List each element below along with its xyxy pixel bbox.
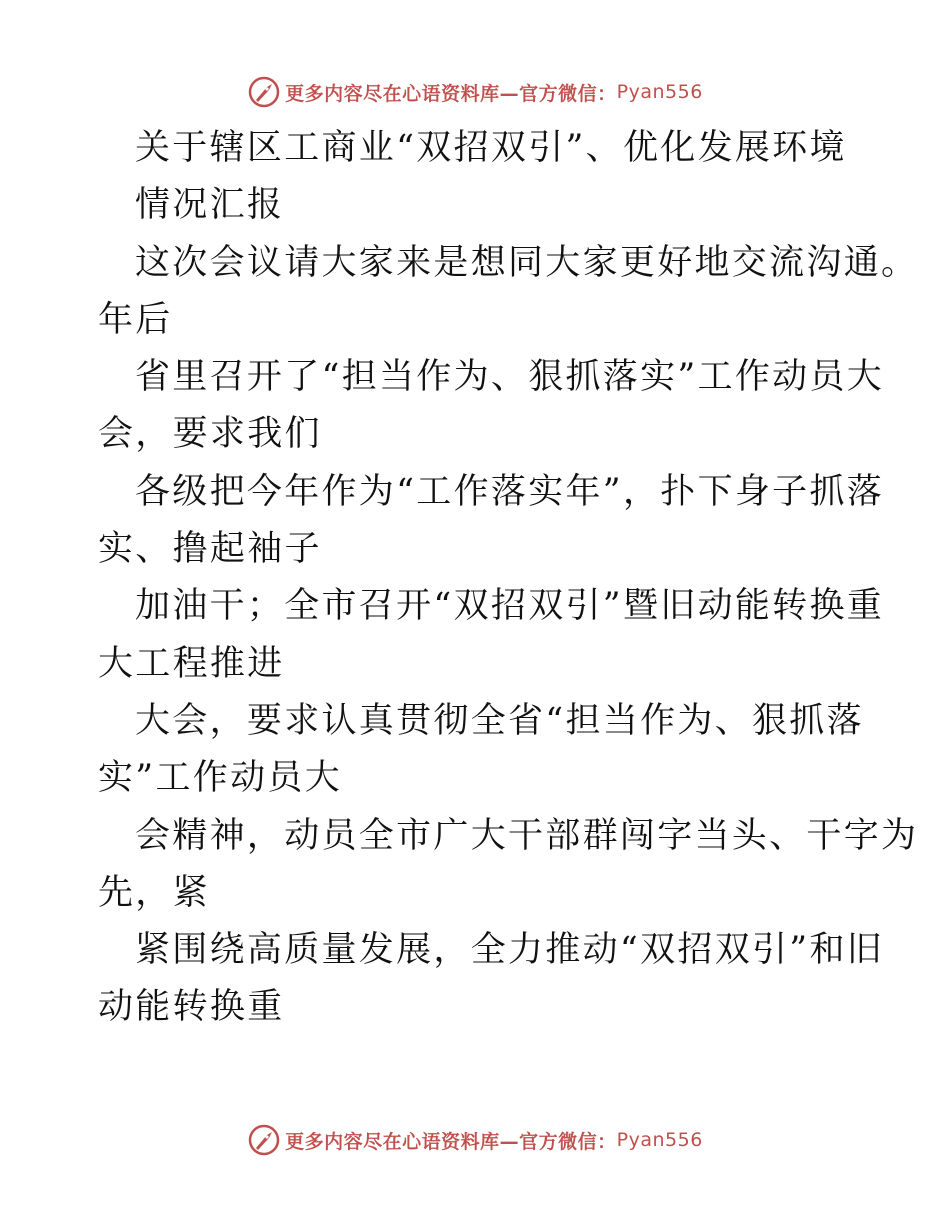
document-line: 省里召开了“担当作为、狠抓落实”工作动员大	[135, 357, 885, 398]
document-line: 年后	[98, 299, 173, 340]
watermark-wechat-id: Pyan556	[616, 1129, 703, 1151]
document-line: 紧围绕高质量发展，全力推动“双招双引”和旧	[135, 930, 885, 971]
document-line: 实、撸起袖子	[98, 529, 322, 570]
document-line: 情况汇报	[135, 185, 285, 226]
watermark-header	[0, 72, 950, 112]
watermark-text: 更多内容尽在心语资料库—官方微信：	[285, 82, 617, 105]
document-line: 先，紧	[98, 872, 210, 913]
document-line: 大会，要求认真贯彻全省“担当作为、狠抓落	[135, 700, 864, 741]
document-line: 实”工作动员大	[98, 758, 342, 799]
document-line: 会，要求我们	[98, 414, 322, 455]
document-line: 大工程推进	[98, 643, 285, 684]
document-line: 这次会议请大家来是想同大家更好地交流沟通。	[135, 242, 919, 283]
document-line: 各级把今年作为“工作落实年”，扑下身子抓落	[135, 471, 885, 512]
document-line: 关于辖区工商业“双招双引”、优化发展环境	[135, 128, 847, 168]
document-line: 动能转换重	[98, 987, 285, 1028]
watermark-footer	[0, 1120, 950, 1160]
pen-nib-circle-icon	[247, 1123, 281, 1157]
watermark-text: 更多内容尽在心语资料库—官方微信：	[285, 1130, 617, 1153]
watermark-wechat-id: Pyan556	[616, 81, 703, 103]
document-body	[98, 120, 919, 1037]
document-line: 会精神，动员全市广大干部群闯字当头、干字为	[135, 815, 919, 856]
pen-nib-circle-icon	[247, 75, 281, 109]
document-line: 加油干；全市召开“双招双引”暨旧动能转换重	[135, 586, 885, 627]
